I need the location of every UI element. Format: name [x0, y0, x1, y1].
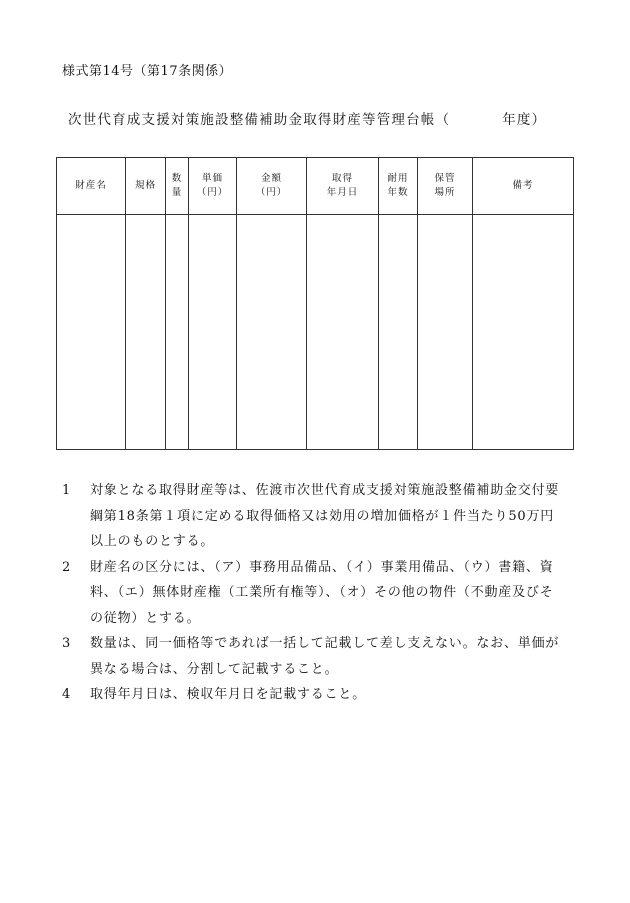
header-useful-life: 耐用 年数	[379, 158, 418, 215]
note-item	[62, 478, 562, 555]
cell-quantity[interactable]	[166, 215, 189, 450]
header-remarks: 備考	[473, 158, 574, 215]
note-text: 対象となる取得財産等は、佐渡市次世代育成支援対策施設整備補助金交付要綱第18条第１項に定める取得価格又は効用の増加価格が１件当たり50万円以上のものとする。	[90, 483, 560, 549]
cell-specification[interactable]	[126, 215, 166, 450]
title-text: 次世代育成支援対策施設整備補助金取得財産等管理台帳（	[68, 112, 451, 128]
note-item	[62, 631, 562, 682]
cell-useful-life[interactable]	[379, 215, 418, 450]
header-storage-location: 保管 場所	[418, 158, 473, 215]
note-text: 数量は、同一価格等であれば一括して記載して差し支えない。なお、単価が異なる場合は、分割して記載すること。	[90, 636, 560, 677]
header-quantity: 数 量	[166, 158, 189, 215]
header-unit-price: 単価 （円）	[189, 158, 237, 215]
cell-storage-location[interactable]	[418, 215, 473, 450]
table-header-row	[57, 158, 574, 215]
note-number: 1	[62, 483, 72, 498]
page-title	[68, 108, 558, 128]
header-specification: 規格	[126, 158, 166, 215]
note-number: 3	[62, 636, 72, 651]
header-acquisition-date: 取得 年月日	[307, 158, 379, 215]
note-item	[62, 555, 562, 632]
cell-acquisition-date[interactable]	[307, 215, 379, 450]
cell-amount[interactable]	[237, 215, 307, 450]
property-ledger-table	[56, 157, 574, 450]
cell-unit-price[interactable]	[189, 215, 237, 450]
form-number: 様式第14号（第17条関係）	[62, 64, 233, 79]
header-amount: 金額 （円）	[237, 158, 307, 215]
note-number: 4	[62, 687, 72, 702]
cell-remarks[interactable]	[473, 215, 574, 450]
table-row	[57, 215, 574, 450]
title-year-suffix: 年度）	[502, 112, 547, 128]
cell-property-name[interactable]	[57, 215, 126, 450]
notes-list	[62, 478, 562, 708]
note-text: 財産名の区分には、（ア）事務用品備品、（イ）事業用備品、（ウ）書籍、資料、（エ）無体財産権（工業所有権等）、（オ）その他の物件（不動産及びその従物）とする。	[90, 559, 554, 626]
header-property-name: 財産名	[57, 158, 126, 215]
note-text: 取得年月日は、検収年月日を記載すること。	[90, 687, 367, 702]
note-number: 2	[62, 559, 72, 575]
note-item	[62, 682, 562, 708]
